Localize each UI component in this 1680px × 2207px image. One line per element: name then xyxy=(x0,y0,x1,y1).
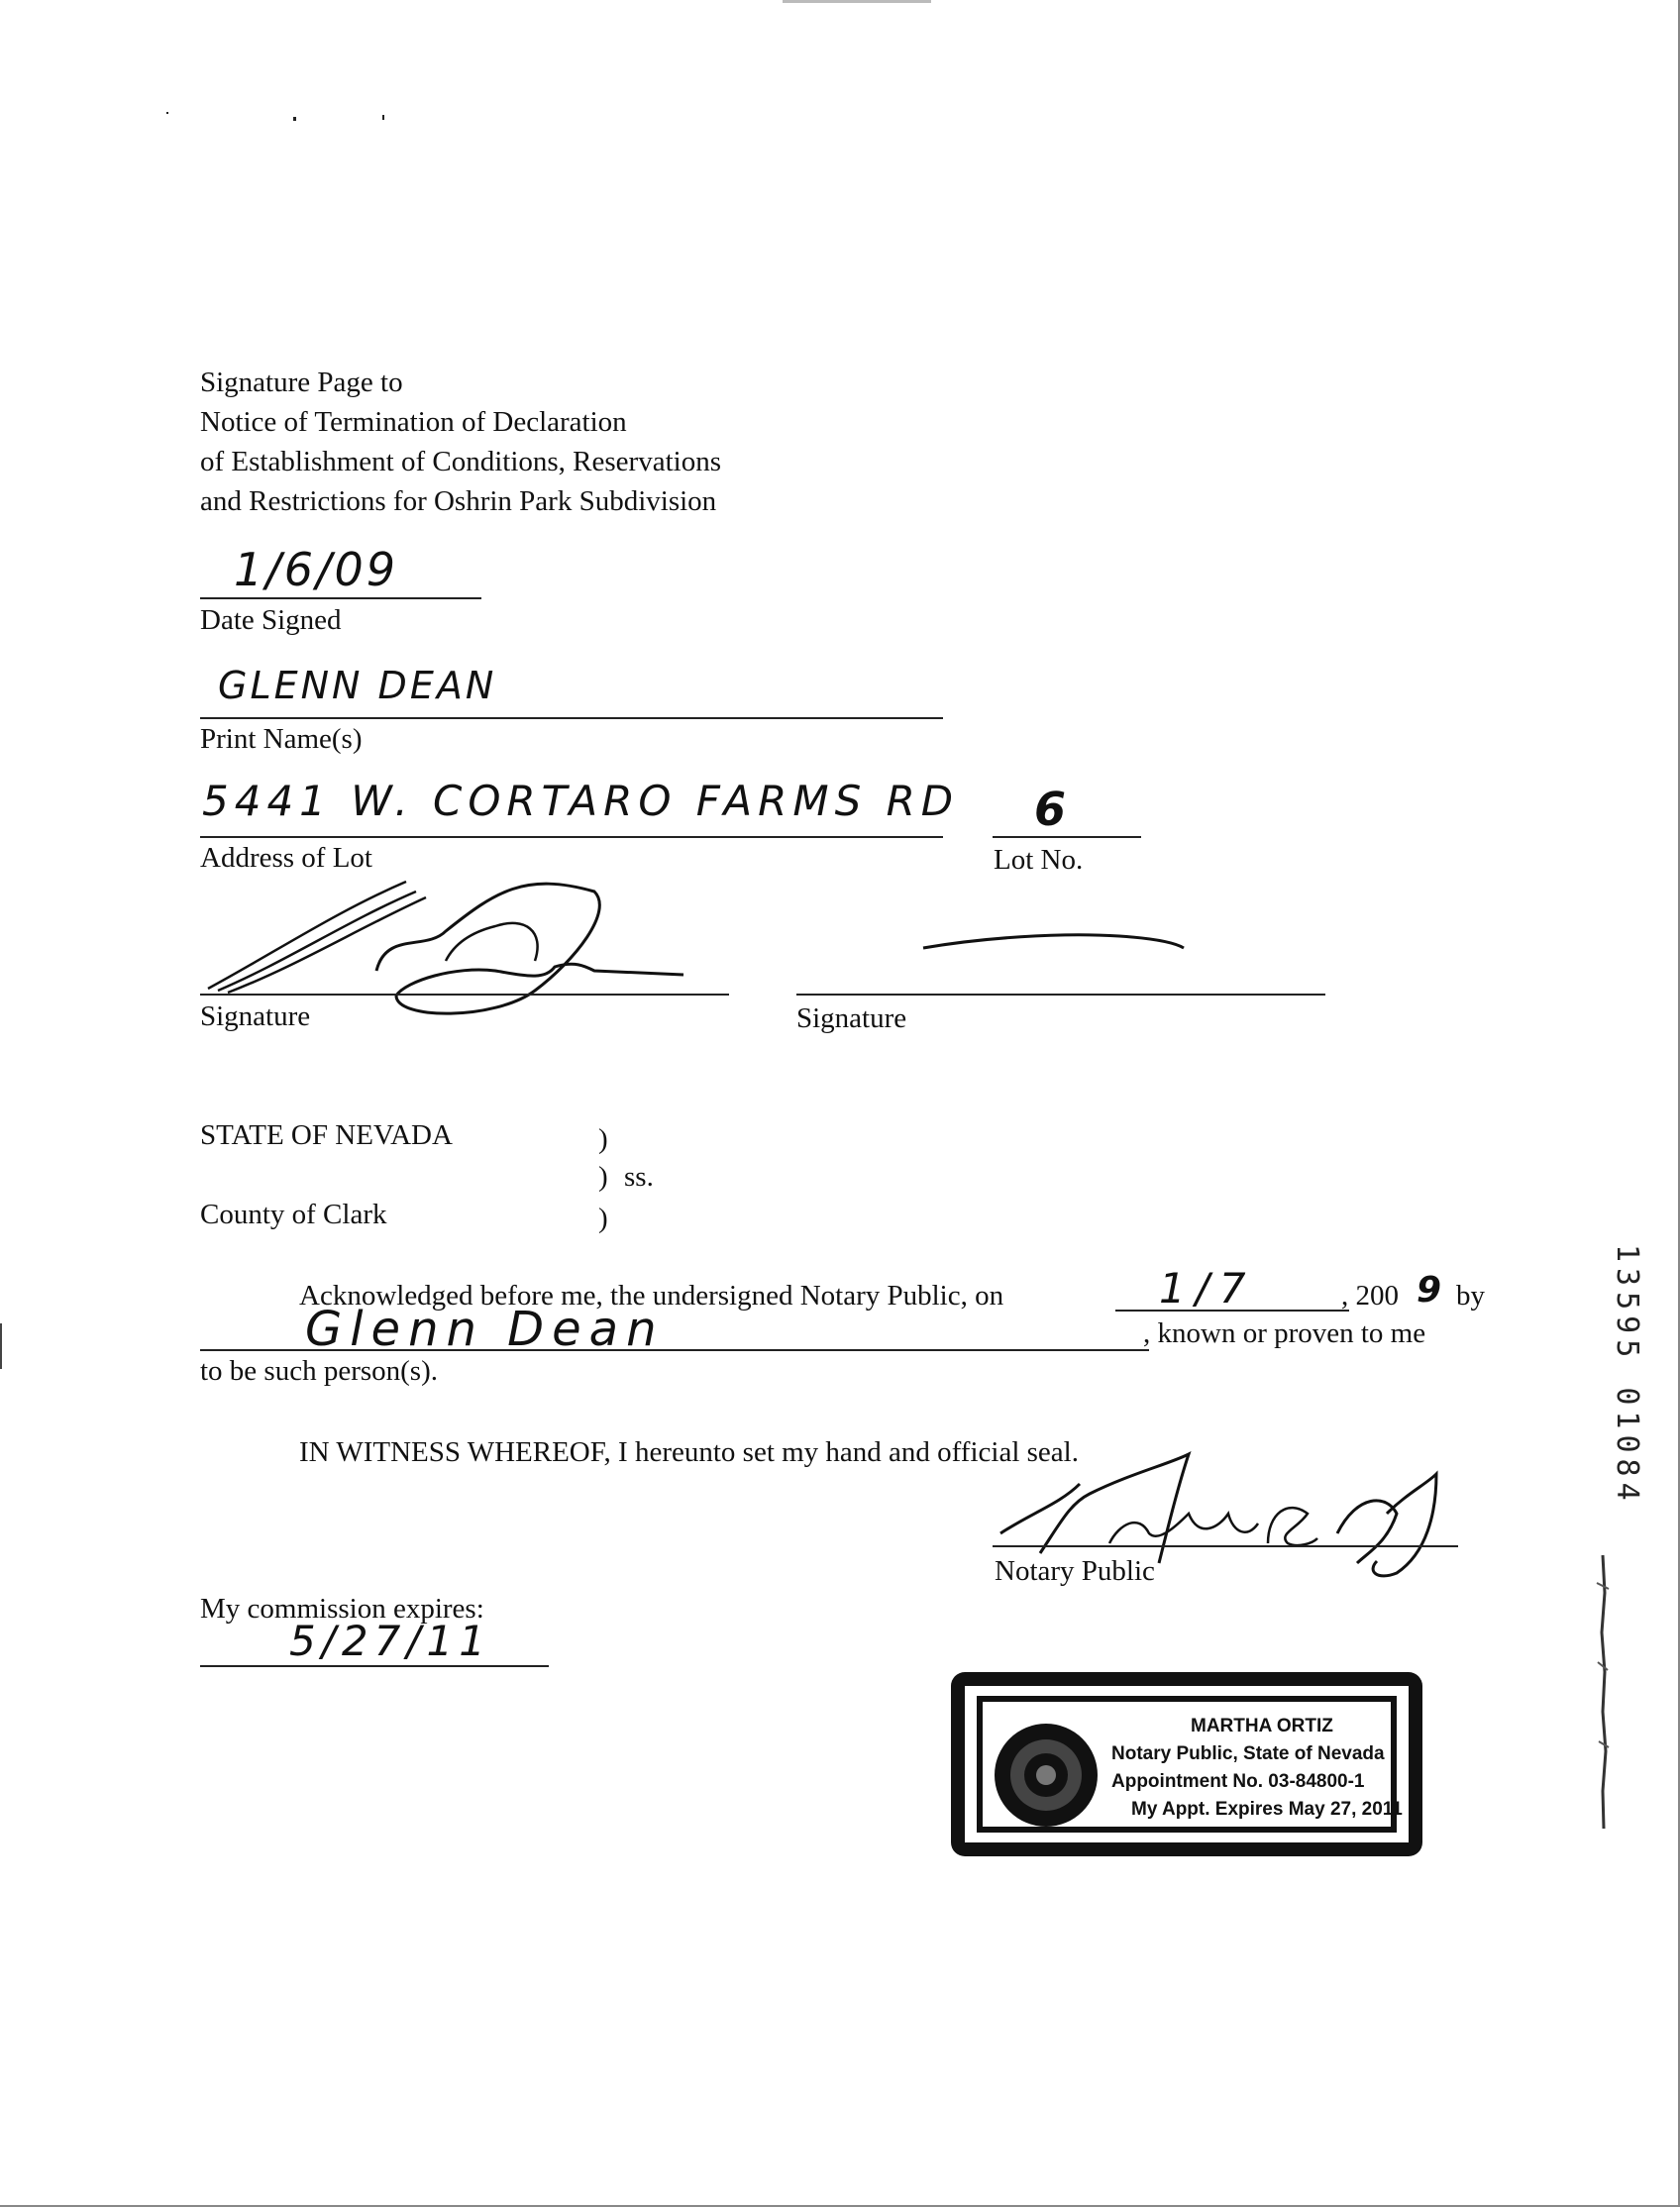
heading-line: Notice of Termination of Declaration xyxy=(200,406,627,438)
second-signature-mark xyxy=(921,926,1189,956)
lot-number-line xyxy=(993,836,1141,838)
heading-line: Signature Page to xyxy=(200,367,403,398)
notary-stamp xyxy=(951,1672,1422,1856)
acknowledgment-known-text: , known or proven to me xyxy=(1143,1317,1426,1349)
lot-number-value: 6 xyxy=(1034,783,1070,836)
heading-line: and Restrictions for Oshrin Park Subdivision xyxy=(200,485,717,517)
margin-scan-mark xyxy=(1589,1553,1619,1831)
signature-label-left: Signature xyxy=(200,1000,311,1032)
address-label: Address of Lot xyxy=(200,842,372,874)
signature-line-right xyxy=(796,994,1325,996)
witness-text: IN WITNESS WHEREOF, I hereunto set my hand and official seal. xyxy=(299,1436,1079,1468)
signature-line-left xyxy=(200,994,729,996)
date-signed-line xyxy=(200,597,481,599)
document-heading xyxy=(200,363,721,521)
venue-paren: ) xyxy=(598,1161,608,1193)
lot-number-label: Lot No. xyxy=(994,844,1084,876)
scan-speck xyxy=(382,115,384,120)
acknowledgment-signer: Glenn Dean xyxy=(305,1302,665,1357)
stamp-expiration: My Appt. Expires May 27, 2011 xyxy=(1131,1799,1403,1820)
document-number: 13595 01084 xyxy=(1610,1244,1644,1507)
print-name-label: Print Name(s) xyxy=(200,723,363,755)
heading-line: of Establishment of Conditions, Reservations xyxy=(200,446,721,477)
county-label: County of Clark xyxy=(200,1199,387,1230)
state-label: STATE OF NEVADA xyxy=(200,1119,453,1151)
venue-paren: ) xyxy=(598,1123,608,1155)
acknowledgment-year-digit: 9 xyxy=(1417,1270,1445,1311)
left-margin-tick xyxy=(0,1323,2,1369)
state-seal-icon xyxy=(991,1720,1102,1831)
acknowledgment-date-line xyxy=(1115,1310,1349,1312)
address-value: 5441 W. CORTARO FARMS RD xyxy=(202,777,960,825)
acknowledgment-year-prefix: , 200 xyxy=(1341,1280,1399,1312)
signature-label-right: Signature xyxy=(796,1002,907,1034)
date-signed-value: 1/6/09 xyxy=(234,543,399,596)
scan-speck xyxy=(166,112,168,114)
acknowledgment-by: by xyxy=(1456,1280,1485,1312)
stamp-notary-name: MARTHA ORTIZ xyxy=(1191,1716,1333,1736)
commission-date-line xyxy=(200,1665,549,1667)
stamp-appointment-number: Appointment No. 03-84800-1 xyxy=(1111,1771,1365,1792)
venue-paren: ) xyxy=(598,1203,608,1234)
acknowledgment-text: Acknowledged before me, the undersigned Notary Public, on xyxy=(299,1280,1004,1312)
venue-ss: ss. xyxy=(624,1161,654,1193)
commission-date: 5/27/11 xyxy=(289,1617,491,1665)
notary-signature-line xyxy=(993,1545,1458,1547)
print-name-value: GLENN DEAN xyxy=(218,664,497,707)
acknowledgment-continuation: to be such person(s). xyxy=(200,1355,439,1387)
notary-public-label: Notary Public xyxy=(995,1555,1155,1587)
scan-speck xyxy=(783,0,931,3)
stamp-notary-title: Notary Public, State of Nevada xyxy=(1111,1743,1385,1764)
acknowledgment-date: 1/7 xyxy=(1159,1264,1256,1313)
date-signed-label: Date Signed xyxy=(200,604,342,636)
commission-label: My commission expires: xyxy=(200,1593,484,1625)
scan-speck xyxy=(293,117,296,121)
